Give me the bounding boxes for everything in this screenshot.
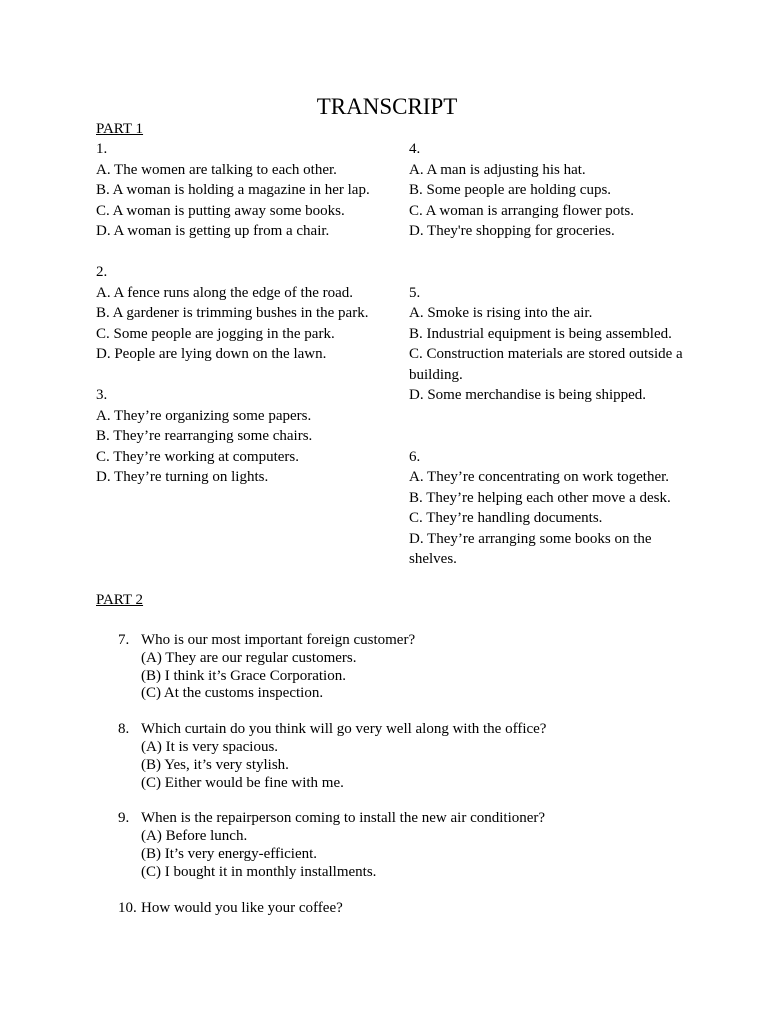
answer-option: (A) It is very spacious. [141,738,279,755]
answer-option: B. Industrial equipment is being assembled. [409,325,672,342]
answer-option: D. A woman is getting up from a chair. [96,223,330,239]
question-text: Who is our most important foreign customer? [141,632,416,648]
answer-option: A. They’re organizing some papers. [96,407,312,424]
question-number: 9. [118,810,130,827]
question-number: 7. [118,632,130,648]
answer-option: D. They’re turning on lights. [96,469,269,485]
answer-option: A. Smoke is rising into the air. [409,305,593,321]
part1-left-column [96,139,371,488]
part1-right-column [409,139,684,570]
question-text: Which curtain do you think will go very well along with the office? [141,721,547,738]
question-number: 5. [409,284,421,301]
part1-question-2 [96,262,371,365]
answer-option: B. They’re rearranging some chairs. [96,428,313,444]
question-number: 10. [118,899,137,916]
answer-option: (A) Before lunch. [141,828,248,845]
answer-option: (A) They are our regular customers. [141,649,357,666]
answer-option: A. A fence runs along the edge of the road. [96,284,353,301]
answer-option: A. They’re concentrating on work together. [409,469,670,485]
page-title: TRANSCRIPT [316,94,458,119]
answer-option: C. They’re handling documents. [409,510,603,526]
part2-heading: PART 2 [96,592,144,608]
answer-option: D. They’re arranging some books on the shelves. [409,530,652,567]
answer-option: C. Some people are jogging in the park. [96,325,335,342]
part1-heading: PART 1 [96,121,144,137]
answer-option: B. A woman is holding a magazine in her lap. [96,182,370,198]
answer-option: D. They're shopping for groceries. [409,223,615,239]
answer-option: (C) At the customs inspection. [141,685,324,702]
answer-option: D. Some merchandise is being shipped. [409,387,647,403]
answer-option: (B) I think it’s Grace Corporation. [141,667,346,684]
part2-question-10 [118,900,738,918]
question-text: How would you like your coffee? [141,899,343,916]
part2-question-9 [118,810,738,881]
answer-option: C. A woman is putting away some books. [96,202,345,219]
part1-question-3 [96,385,371,488]
question-number: 2. [96,264,108,280]
question-number: 1. [96,141,108,157]
answer-option: B. Some people are holding cups. [409,182,612,198]
part2-questions [118,632,738,935]
answer-option: A. The women are talking to each other. [96,161,337,178]
question-number: 8. [118,721,130,738]
answer-option: D. People are lying down on the lawn. [96,346,327,362]
part1-question-5 [409,283,684,406]
question-text: When is the repairperson coming to install the new air conditioner? [141,810,546,827]
answer-option: (C) I bought it in monthly installments. [141,863,377,880]
answer-option: (B) It’s very energy-efficient. [141,845,318,862]
part1-question-1 [96,139,371,242]
question-number: 4. [409,141,421,157]
answer-option: (B) Yes, it’s very stylish. [141,756,289,773]
answer-option: B. A gardener is trimming bushes in the park. [96,305,369,321]
answer-option: (C) Either would be fine with me. [141,774,344,791]
part2-question-8 [118,721,738,792]
question-number: 6. [409,448,421,465]
answer-option: A. A man is adjusting his hat. [409,161,586,178]
answer-option: C. They’re working at computers. [96,448,300,465]
answer-option: C. A woman is arranging flower pots. [409,202,634,219]
answer-option: B. They’re helping each other move a desk. [409,489,671,506]
answer-option: C. Construction materials are stored outside a building. [409,346,683,383]
part1-question-4 [409,139,684,242]
question-number: 3. [96,387,108,403]
part1-question-6 [409,447,684,570]
part2-question-7 [118,632,738,703]
